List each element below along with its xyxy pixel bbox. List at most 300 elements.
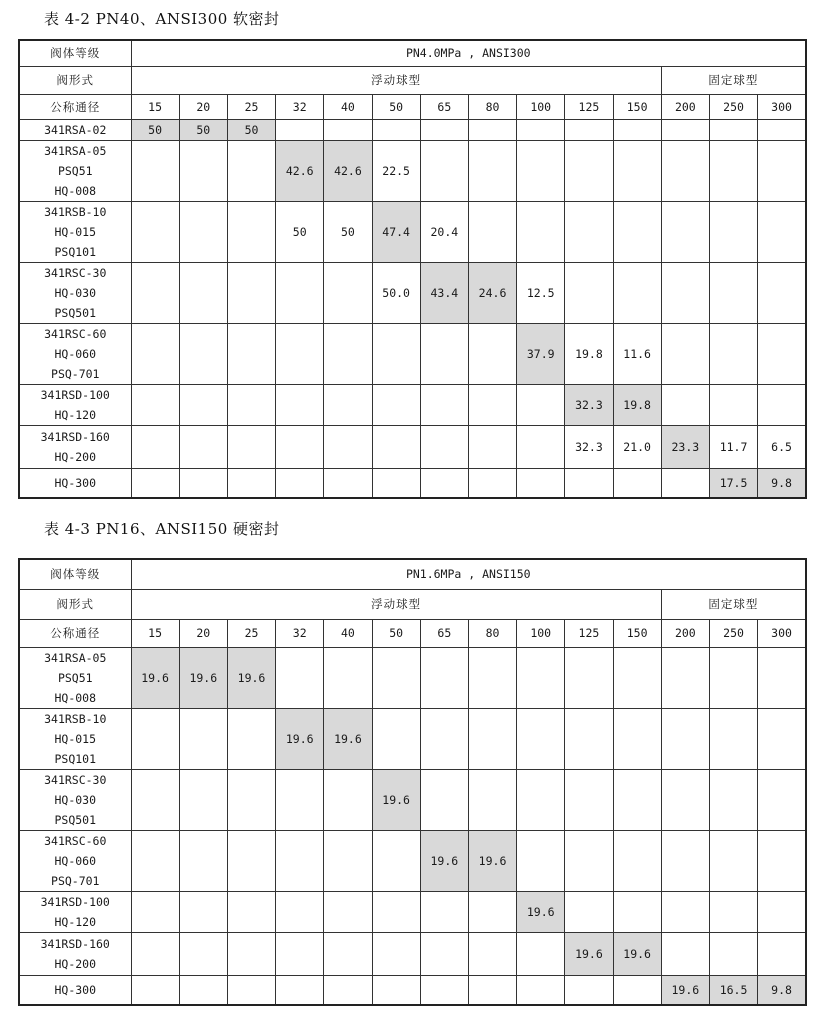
table-row (19, 323, 806, 384)
value-cell: 21.0 (613, 425, 661, 468)
model-name: HQ-060 (54, 853, 97, 868)
value-cell (517, 201, 565, 262)
size-header: 150 (613, 619, 661, 647)
value-cell (565, 468, 613, 498)
value-cell (227, 140, 275, 201)
value-cell (179, 975, 227, 1005)
value-cell: 42.6 (324, 140, 372, 201)
value-cell (324, 647, 372, 708)
model-cell (19, 647, 131, 708)
value-cell (324, 975, 372, 1005)
value-cell (227, 323, 275, 384)
value-cell (227, 891, 275, 932)
value-cell (420, 425, 468, 468)
value-cell (131, 384, 179, 425)
value-cell (709, 323, 757, 384)
value-cell (420, 140, 468, 201)
size-header: 15 (131, 619, 179, 647)
value-cell (372, 708, 420, 769)
value-cell: 19.6 (131, 647, 179, 708)
value-cell (517, 119, 565, 140)
model-name: HQ-015 (54, 731, 97, 746)
value-cell (372, 647, 420, 708)
value-cell: 19.6 (227, 647, 275, 708)
model-name: 341RSC-60 (44, 326, 107, 341)
value-cell (131, 140, 179, 201)
value-cell: 37.9 (517, 323, 565, 384)
value-cell (324, 932, 372, 975)
value-cell (661, 830, 709, 891)
value-cell: 6.5 (758, 425, 806, 468)
value-cell (324, 468, 372, 498)
value-cell (709, 140, 757, 201)
value-cell (179, 262, 227, 323)
header-label-form: 阀形式 (19, 66, 131, 94)
value-cell (276, 830, 324, 891)
value-cell (468, 769, 516, 830)
value-cell (131, 468, 179, 498)
header-label-dn: 公称通径 (19, 94, 131, 119)
value-cell: 19.6 (468, 830, 516, 891)
value-cell (468, 384, 516, 425)
value-cell: 50 (276, 201, 324, 262)
size-header: 32 (276, 94, 324, 119)
model-name: PSQ101 (54, 751, 97, 766)
value-cell (613, 201, 661, 262)
pressure-grade: PN4.0MPa , ANSI300 (131, 40, 806, 66)
model-name: HQ-015 (54, 224, 97, 239)
model-name: HQ-120 (54, 914, 97, 929)
value-cell (468, 932, 516, 975)
size-header: 65 (420, 94, 468, 119)
value-cell (420, 708, 468, 769)
model-cell (19, 468, 131, 498)
value-cell (372, 384, 420, 425)
value-cell (227, 384, 275, 425)
value-cell (709, 830, 757, 891)
model-name: 341RSD-160 (40, 429, 110, 444)
value-cell (565, 262, 613, 323)
value-cell (372, 975, 420, 1005)
value-cell: 19.6 (613, 932, 661, 975)
value-cell (276, 932, 324, 975)
value-cell (420, 323, 468, 384)
value-cell: 43.4 (420, 262, 468, 323)
model-cell (19, 425, 131, 468)
value-cell: 32.3 (565, 425, 613, 468)
value-cell: 50 (324, 201, 372, 262)
size-header: 100 (517, 94, 565, 119)
model-name: 341RSB-10 (44, 711, 107, 726)
size-header: 125 (565, 619, 613, 647)
value-cell: 12.5 (517, 262, 565, 323)
value-cell (276, 769, 324, 830)
value-cell (468, 323, 516, 384)
value-cell (420, 932, 468, 975)
value-cell (324, 323, 372, 384)
value-cell (565, 708, 613, 769)
model-name: 341RSB-10 (44, 204, 107, 219)
value-cell (324, 425, 372, 468)
value-cell (372, 323, 420, 384)
table-row (19, 384, 806, 425)
model-cell (19, 891, 131, 932)
header-label-dn: 公称通径 (19, 619, 131, 647)
model-name: HQ-300 (54, 475, 97, 490)
value-cell (372, 891, 420, 932)
model-name: PSQ-701 (51, 366, 100, 381)
value-cell (131, 975, 179, 1005)
table-row (19, 932, 806, 975)
value-cell (276, 323, 324, 384)
value-cell (179, 323, 227, 384)
value-cell (565, 201, 613, 262)
value-cell (517, 140, 565, 201)
pressure-grade: PN1.6MPa , ANSI150 (131, 559, 806, 589)
value-cell (179, 201, 227, 262)
value-cell (468, 140, 516, 201)
value-cell: 11.7 (709, 425, 757, 468)
table-row (19, 975, 806, 1005)
value-cell: 19.6 (324, 708, 372, 769)
table-row (19, 468, 806, 498)
model-name: HQ-200 (54, 956, 97, 971)
value-cell (613, 975, 661, 1005)
table-row (19, 262, 806, 323)
size-header: 20 (179, 619, 227, 647)
value-cell: 19.6 (179, 647, 227, 708)
value-cell (565, 140, 613, 201)
value-cell: 19.6 (372, 769, 420, 830)
value-cell (517, 708, 565, 769)
value-cell (227, 769, 275, 830)
value-cell (276, 119, 324, 140)
model-name: 341RSD-100 (40, 894, 110, 909)
value-cell: 22.5 (372, 140, 420, 201)
size-header: 40 (324, 94, 372, 119)
size-header: 32 (276, 619, 324, 647)
value-cell (709, 119, 757, 140)
value-cell (613, 708, 661, 769)
value-cell (709, 891, 757, 932)
value-cell (613, 468, 661, 498)
value-cell (276, 975, 324, 1005)
value-cell (613, 119, 661, 140)
table-row (19, 647, 806, 708)
size-header: 200 (661, 619, 709, 647)
value-cell: 19.6 (420, 830, 468, 891)
value-cell (758, 891, 806, 932)
value-cell: 19.6 (276, 708, 324, 769)
table-row (19, 140, 806, 201)
value-cell: 32.3 (565, 384, 613, 425)
value-cell (227, 975, 275, 1005)
model-name: HQ-008 (54, 690, 97, 705)
value-cell (227, 262, 275, 323)
value-cell (227, 830, 275, 891)
model-cell (19, 769, 131, 830)
model-name: 341RSD-100 (40, 387, 110, 402)
table-row (19, 891, 806, 932)
model-name: 341RSC-30 (44, 265, 107, 280)
model-name: PSQ51 (57, 163, 93, 178)
value-cell: 19.6 (517, 891, 565, 932)
value-cell (565, 647, 613, 708)
header-label-grade: 阀体等级 (19, 559, 131, 589)
value-cell (468, 119, 516, 140)
model-name: PSQ-701 (51, 873, 100, 888)
value-cell (661, 384, 709, 425)
value-cell (420, 769, 468, 830)
value-cell: 42.6 (276, 140, 324, 201)
value-cell: 50.0 (372, 262, 420, 323)
value-cell (468, 647, 516, 708)
table-row (19, 425, 806, 468)
model-name: PSQ101 (54, 244, 97, 259)
model-name: HQ-008 (54, 183, 97, 198)
value-cell (131, 932, 179, 975)
table-row (19, 119, 806, 140)
value-cell (372, 830, 420, 891)
value-cell (468, 891, 516, 932)
size-header: 25 (227, 619, 275, 647)
value-cell (661, 932, 709, 975)
value-cell (517, 384, 565, 425)
value-cell (276, 647, 324, 708)
size-header: 150 (613, 94, 661, 119)
value-cell (179, 932, 227, 975)
value-cell (179, 468, 227, 498)
size-header: 65 (420, 619, 468, 647)
value-cell (758, 140, 806, 201)
value-cell (565, 769, 613, 830)
value-cell (324, 830, 372, 891)
model-cell (19, 932, 131, 975)
value-cell (179, 830, 227, 891)
value-cell: 19.8 (565, 323, 613, 384)
model-name: 341RSC-60 (44, 833, 107, 848)
value-cell (179, 384, 227, 425)
model-cell (19, 201, 131, 262)
value-cell (517, 769, 565, 830)
value-cell (372, 119, 420, 140)
size-header: 80 (468, 619, 516, 647)
value-cell (758, 323, 806, 384)
value-cell (324, 769, 372, 830)
value-cell (131, 708, 179, 769)
value-cell (420, 384, 468, 425)
value-cell (709, 769, 757, 830)
value-cell (709, 201, 757, 262)
value-cell (517, 830, 565, 891)
value-cell (468, 201, 516, 262)
table-caption: 表 4-3 PN16、ANSI150 硬密封 (44, 520, 280, 538)
value-cell (565, 891, 613, 932)
model-cell (19, 708, 131, 769)
model-name: HQ-060 (54, 346, 97, 361)
model-name: PSQ501 (54, 305, 97, 320)
value-cell (613, 140, 661, 201)
size-header: 50 (372, 619, 420, 647)
value-cell: 19.6 (661, 975, 709, 1005)
type-floating-ball: 浮动球型 (131, 589, 661, 619)
value-cell (709, 262, 757, 323)
table-caption: 表 4-2 PN40、ANSI300 软密封 (44, 10, 280, 28)
value-cell (758, 769, 806, 830)
value-cell (420, 119, 468, 140)
model-name: HQ-200 (54, 449, 97, 464)
value-cell (324, 119, 372, 140)
value-cell (420, 891, 468, 932)
model-name: PSQ51 (57, 670, 93, 685)
value-cell (372, 425, 420, 468)
size-header: 15 (131, 94, 179, 119)
size-header: 125 (565, 94, 613, 119)
value-cell (131, 891, 179, 932)
value-cell (758, 830, 806, 891)
value-cell (613, 769, 661, 830)
value-cell (517, 425, 565, 468)
model-name: 341RSA-05 (44, 143, 107, 158)
model-name: HQ-030 (54, 792, 97, 807)
valve-table-pn40 (18, 39, 807, 499)
value-cell (179, 769, 227, 830)
size-header: 40 (324, 619, 372, 647)
value-cell (758, 384, 806, 425)
size-header: 20 (179, 94, 227, 119)
value-cell (179, 891, 227, 932)
model-name: HQ-030 (54, 285, 97, 300)
model-cell (19, 140, 131, 201)
size-header: 300 (758, 94, 806, 119)
value-cell (517, 647, 565, 708)
model-name: 341RSA-02 (44, 122, 107, 137)
value-cell: 9.8 (758, 975, 806, 1005)
value-cell (517, 975, 565, 1005)
value-cell (276, 262, 324, 323)
size-header: 200 (661, 94, 709, 119)
value-cell (517, 932, 565, 975)
value-cell (613, 262, 661, 323)
value-cell (758, 708, 806, 769)
type-floating-ball: 浮动球型 (131, 66, 661, 94)
model-cell (19, 323, 131, 384)
value-cell: 11.6 (613, 323, 661, 384)
value-cell (565, 119, 613, 140)
value-cell (227, 201, 275, 262)
value-cell (661, 323, 709, 384)
value-cell (372, 932, 420, 975)
value-cell (276, 425, 324, 468)
value-cell (227, 425, 275, 468)
value-cell (709, 384, 757, 425)
value-cell (758, 647, 806, 708)
value-cell: 17.5 (709, 468, 757, 498)
value-cell (709, 932, 757, 975)
value-cell (661, 140, 709, 201)
value-cell (661, 262, 709, 323)
table-row (19, 830, 806, 891)
value-cell (565, 830, 613, 891)
value-cell (661, 201, 709, 262)
value-cell (276, 468, 324, 498)
value-cell (613, 647, 661, 708)
model-cell (19, 830, 131, 891)
value-cell (276, 891, 324, 932)
value-cell: 19.8 (613, 384, 661, 425)
value-cell (468, 975, 516, 1005)
model-cell (19, 262, 131, 323)
value-cell: 20.4 (420, 201, 468, 262)
value-cell (758, 262, 806, 323)
value-cell (709, 708, 757, 769)
header-label-grade: 阀体等级 (19, 40, 131, 66)
value-cell (131, 262, 179, 323)
value-cell (276, 384, 324, 425)
value-cell (758, 932, 806, 975)
value-cell (661, 119, 709, 140)
value-cell (324, 262, 372, 323)
size-header: 250 (709, 94, 757, 119)
value-cell (661, 769, 709, 830)
value-cell (468, 468, 516, 498)
type-fixed-ball: 固定球型 (661, 589, 806, 619)
value-cell (227, 708, 275, 769)
value-cell (227, 468, 275, 498)
value-cell (131, 323, 179, 384)
value-cell: 50 (227, 119, 275, 140)
value-cell: 24.6 (468, 262, 516, 323)
value-cell (517, 468, 565, 498)
value-cell: 50 (179, 119, 227, 140)
size-header: 80 (468, 94, 516, 119)
valve-table-pn16 (18, 558, 807, 1006)
value-cell (468, 708, 516, 769)
table-row (19, 769, 806, 830)
value-cell (227, 932, 275, 975)
header-label-form: 阀形式 (19, 589, 131, 619)
value-cell (420, 647, 468, 708)
value-cell (324, 384, 372, 425)
value-cell (709, 647, 757, 708)
value-cell (324, 891, 372, 932)
value-cell (758, 119, 806, 140)
model-name: 341RSD-160 (40, 936, 110, 951)
value-cell (131, 769, 179, 830)
value-cell: 47.4 (372, 201, 420, 262)
value-cell (661, 891, 709, 932)
size-header: 25 (227, 94, 275, 119)
size-header: 300 (758, 619, 806, 647)
value-cell (565, 975, 613, 1005)
model-name: HQ-300 (54, 982, 97, 997)
size-header: 100 (517, 619, 565, 647)
model-name: PSQ501 (54, 812, 97, 827)
table-row (19, 201, 806, 262)
value-cell (179, 708, 227, 769)
value-cell (179, 425, 227, 468)
size-header: 50 (372, 94, 420, 119)
value-cell (179, 140, 227, 201)
value-cell: 9.8 (758, 468, 806, 498)
model-name: HQ-120 (54, 407, 97, 422)
value-cell (131, 425, 179, 468)
value-cell (420, 468, 468, 498)
type-fixed-ball: 固定球型 (661, 66, 806, 94)
model-cell (19, 384, 131, 425)
model-name: 341RSC-30 (44, 772, 107, 787)
model-name: 341RSA-05 (44, 650, 107, 665)
